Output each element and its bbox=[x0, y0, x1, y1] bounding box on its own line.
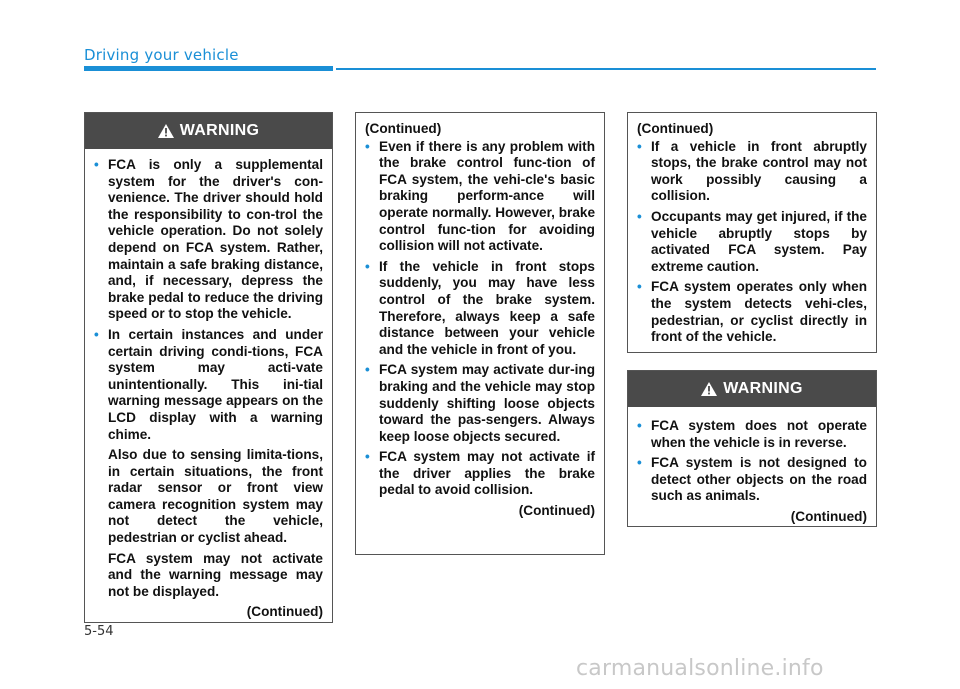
bullet-icon: • bbox=[365, 138, 370, 154]
item-text: FCA system is not designed to detect other objects on the road such as animals. bbox=[651, 455, 867, 504]
item-text: FCA system operates only when the system detects vehi-cles, pedestrian, or cyclist directly in front of the vehicle. bbox=[651, 279, 867, 345]
list-item bbox=[365, 362, 595, 445]
bullet-icon: • bbox=[637, 455, 642, 471]
page-number: 5-54 bbox=[84, 624, 114, 639]
bullet-icon: • bbox=[365, 362, 370, 378]
bullet-icon: • bbox=[637, 208, 642, 224]
item-text: In certain instances and under certain driving condi-tions, FCA system may acti-vate unintentionally. This ini-tial warning message appears on the LCD display with a warning chime. bbox=[108, 326, 323, 442]
list-item bbox=[637, 455, 867, 505]
item-text: If a vehicle in front abruptly stops, the brake control may not work possibly causing a collision. bbox=[651, 138, 867, 204]
continued-label: (Continued) bbox=[365, 121, 442, 136]
bullet-icon: • bbox=[365, 449, 370, 465]
section-title: Driving your vehicle bbox=[84, 46, 239, 64]
item-text: FCA system may not activate if the driver applies the brake pedal to avoid collision. bbox=[379, 449, 595, 498]
bullet-icon: • bbox=[637, 418, 642, 433]
bullet-icon: • bbox=[637, 279, 642, 295]
watermark-text[interactable]: carmanualsonline.info bbox=[576, 656, 824, 681]
sub-paragraph: Also due to sensing limita-tions, in certain situations, the front radar sensor or front view camera recognition system may not detect the vehicle, pedestrian or cyclist ahead. bbox=[108, 447, 323, 546]
continued-label: (Continued) bbox=[790, 508, 867, 524]
continued-label: (Continued) bbox=[518, 503, 595, 519]
warning-header-2 bbox=[628, 371, 876, 407]
item-text: If the vehicle in front stops suddenly, you may have less control of the brake system. Therefore, always keep a safe distance between your vehicle and the vehicle in front of you. bbox=[379, 258, 595, 357]
item-text: FCA is only a supplemental system for the driver's con-venience. The driver should hold the responsibility to con-trol the vehicle operation. Do not solely depend on FCA system. Rather, maintain a safe braking distance, and, if necessary, depress the brake pedal to reduce the driving speed or to stop the vehicle. bbox=[108, 157, 323, 322]
warning-label: WARNING bbox=[179, 122, 260, 139]
list-item bbox=[365, 139, 595, 255]
item-text: FCA system may activate dur-ing braking and the vehicle may stop suddenly shifting loose objects toward the pas-sengers. Always keep loose objects secured. bbox=[379, 362, 595, 444]
continued-box-2 bbox=[355, 112, 605, 555]
list-item bbox=[365, 259, 595, 359]
continued-label: (Continued) bbox=[246, 604, 323, 620]
item-text: Even if there is any problem with the brake control func-tion of FCA system, the vehi-cle's basic braking perform-ance will operate normally. However, brake control func-tion for avoiding collision will not activate. bbox=[379, 138, 595, 254]
continued-label: (Continued) bbox=[637, 121, 714, 136]
list-item bbox=[637, 209, 867, 275]
warning-label: WARNING bbox=[723, 380, 803, 397]
warning-triangle-icon bbox=[701, 382, 717, 396]
item-text: Occupants may get injured, if the vehicle abruptly stops by activated FCA system. Pay extreme caution. bbox=[651, 208, 867, 274]
warning-box-2 bbox=[627, 370, 877, 527]
list-item bbox=[94, 327, 323, 443]
warning-triangle-icon bbox=[158, 124, 174, 138]
list-item bbox=[637, 279, 867, 345]
bullet-icon: • bbox=[94, 157, 99, 172]
warning-header-1 bbox=[85, 113, 332, 149]
list-item bbox=[637, 139, 867, 205]
list-item bbox=[637, 418, 867, 451]
header-rule-thick bbox=[84, 66, 333, 71]
list-item bbox=[94, 157, 323, 323]
continued-box-3 bbox=[627, 112, 877, 353]
item-text: FCA system does not operate when the vehicle is in reverse. bbox=[651, 418, 867, 450]
sub-paragraph: FCA system may not activate and the warning message may not be displayed. bbox=[108, 550, 323, 599]
header-rule-thin bbox=[336, 68, 876, 70]
bullet-icon: • bbox=[365, 258, 370, 274]
warning-box-1 bbox=[84, 112, 333, 623]
bullet-icon: • bbox=[94, 326, 99, 342]
list-item bbox=[365, 449, 595, 499]
bullet-icon: • bbox=[637, 138, 642, 154]
